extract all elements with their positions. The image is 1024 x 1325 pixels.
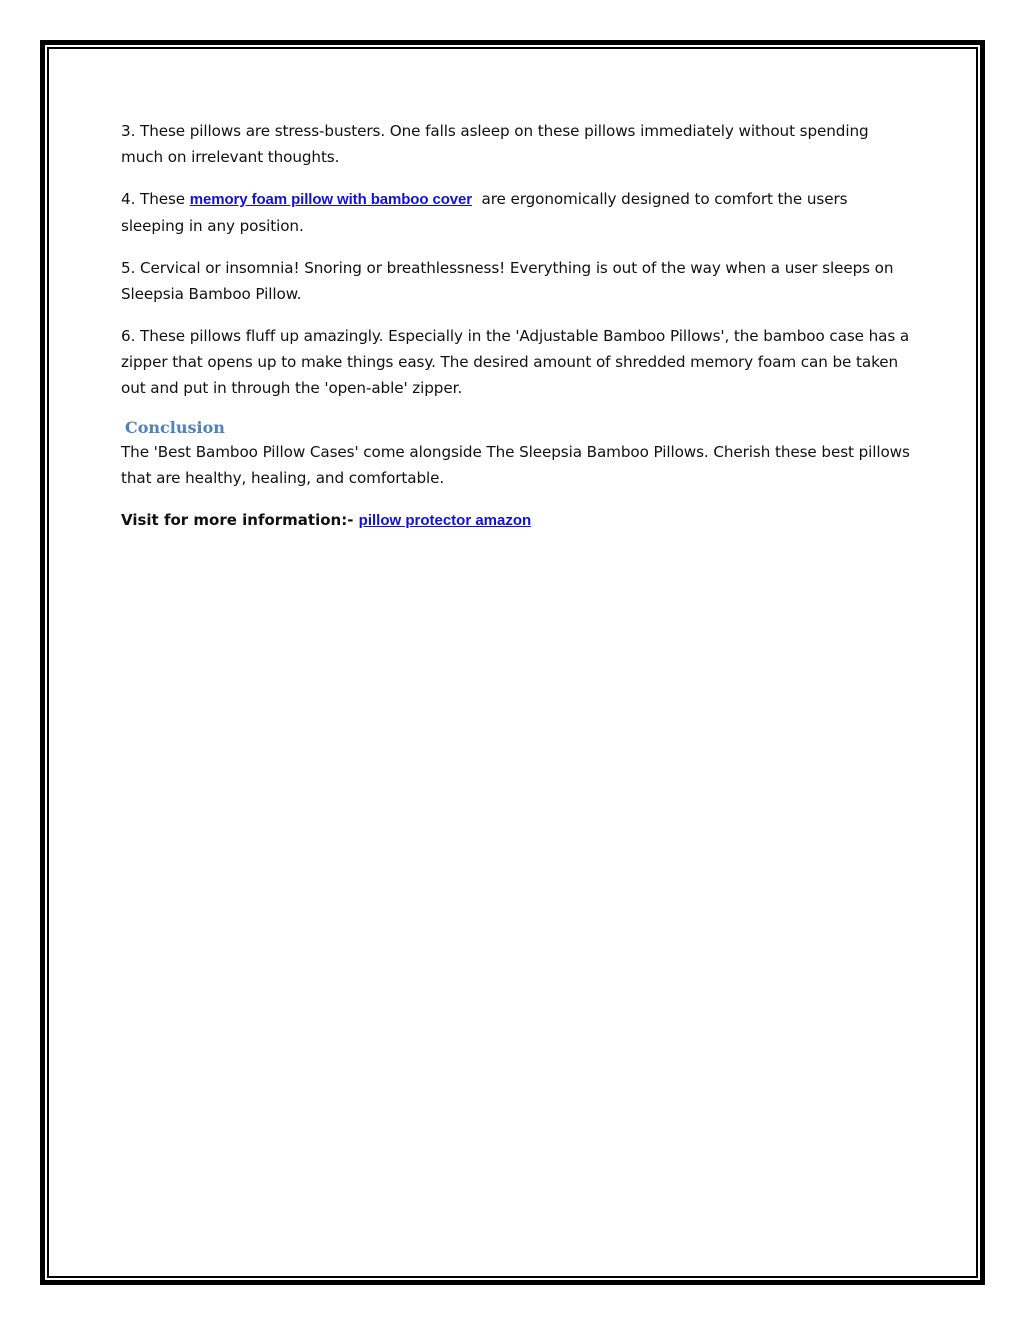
paragraph-4-after: are ergonomically designed to comfort the users sleeping in any position.: [121, 190, 853, 235]
conclusion-heading: Conclusion: [125, 418, 225, 437]
paragraph-4: [121, 186, 911, 239]
memory-foam-pillow-link[interactable]: memory foam pillow with bamboo cover: [189, 191, 473, 208]
document-content: [121, 118, 911, 534]
visit-label: Visit for more information:-: [121, 511, 359, 529]
paragraph-4-before: 4. These: [121, 190, 190, 208]
paragraph-5: 5. Cervical or insomnia! Snoring or breathlessness! Everything is out of the way when a user sleeps on Sleepsia Bamboo Pillow.: [121, 259, 894, 303]
visit-line: [121, 507, 911, 534]
paragraph-6: 6. These pillows fluff up amazingly. Especially in the 'Adjustable Bamboo Pillows', the bamboo case has a zipper that opens up to make things easy. The desired amount of shredded memory foam can be taken out and put in through the 'open-able' zipper.: [121, 327, 910, 397]
paragraph-3: 3. These pillows are stress-busters. One falls asleep on these pillows immediately without spending much on irrelevant thoughts.: [121, 122, 869, 166]
pillow-protector-link[interactable]: pillow protector amazon: [358, 512, 532, 529]
conclusion-text: The 'Best Bamboo Pillow Cases' come alongside The Sleepsia Bamboo Pillows. Cherish these best pillows that are healthy, healing, and comfortable.: [121, 443, 910, 487]
